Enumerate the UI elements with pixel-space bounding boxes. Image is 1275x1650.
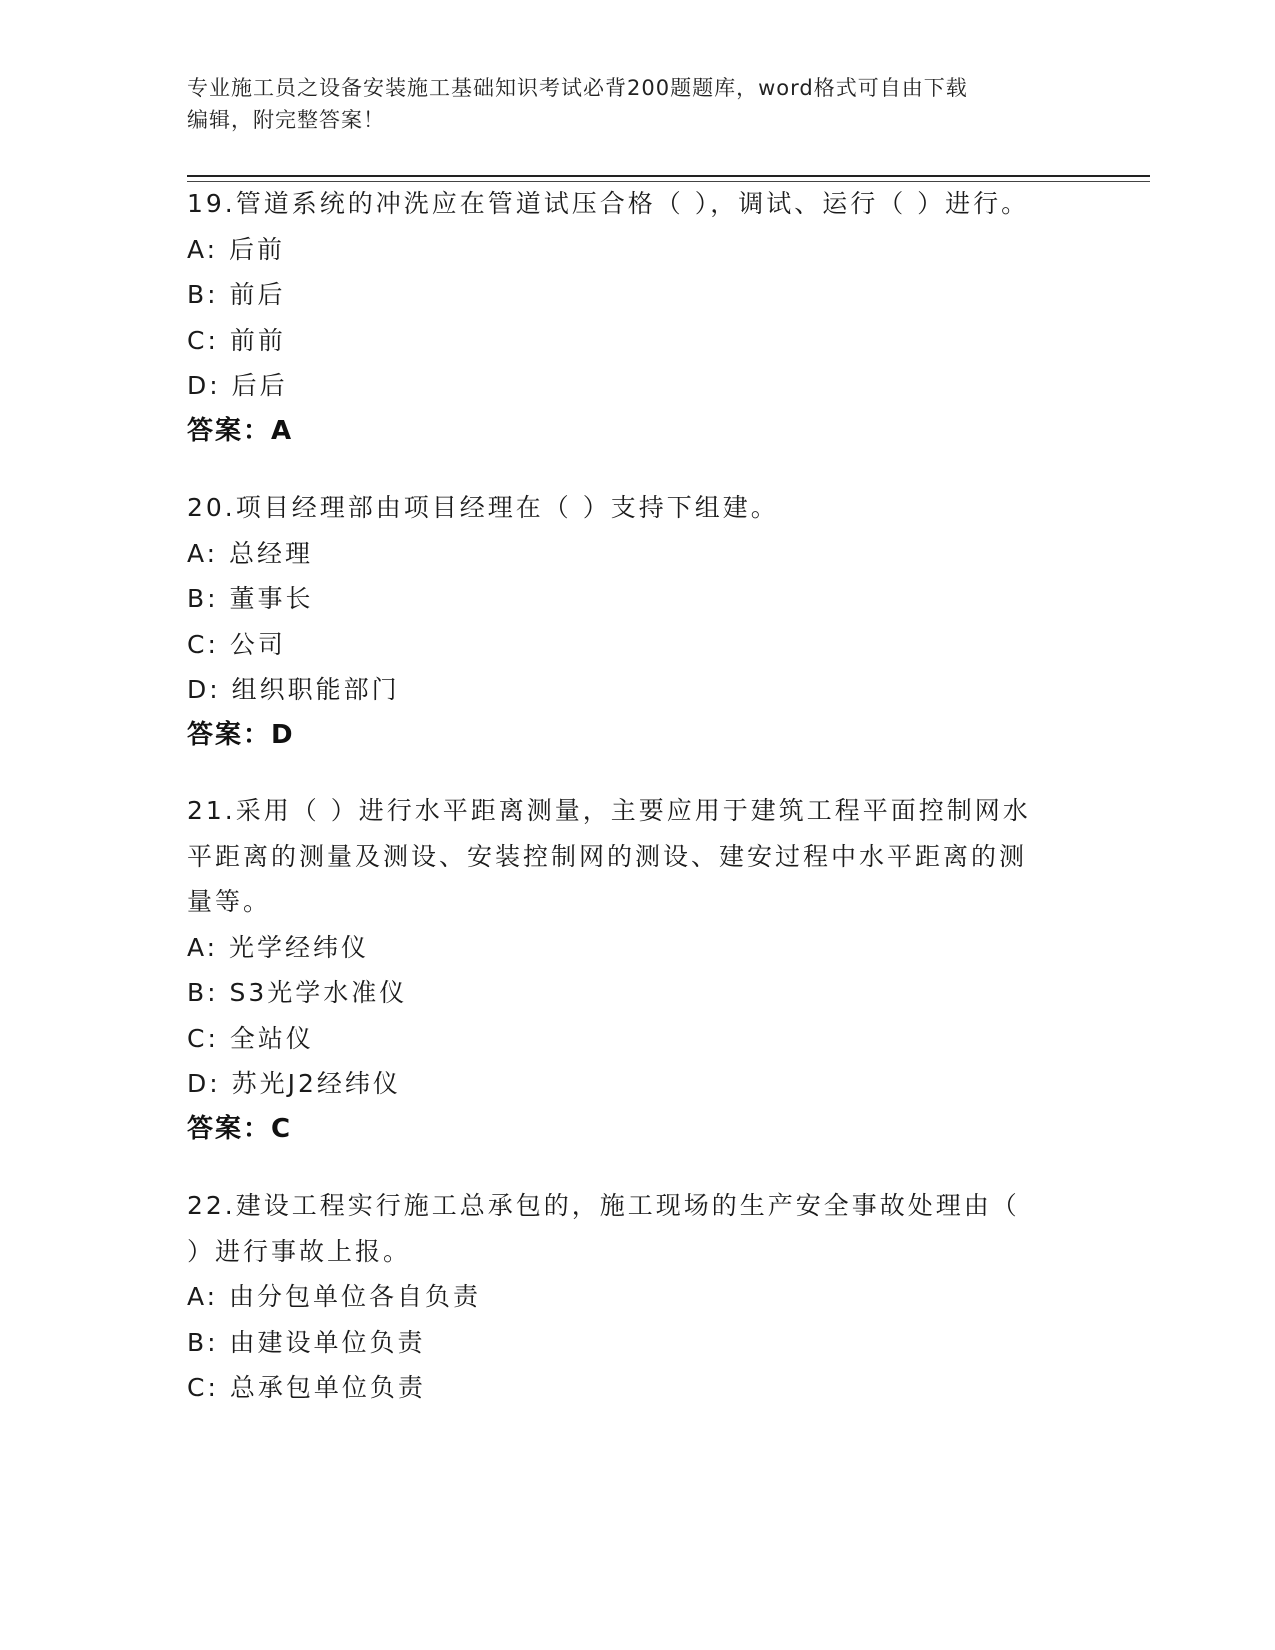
option-b: B: 前后	[187, 280, 286, 309]
option-c: C: 总承包单位负责	[187, 1373, 426, 1402]
answer-label: 答案：	[187, 415, 272, 446]
option-a: A: 由分包单位各自负责	[187, 1282, 482, 1311]
question-stem: 平距离的测量及测设、安装控制网的测设、建安过程中水平距离的测	[187, 841, 1028, 871]
option-a: A: 光学经纬仪	[187, 932, 370, 962]
answer-value: C	[271, 1113, 293, 1144]
header-line-1: 专业施工员之设备安装施工基础知识考试必背200题题库，word格式可自由下载	[187, 76, 968, 100]
answer-line	[187, 1107, 1087, 1153]
option-a: A: 后前	[187, 234, 286, 264]
header-line-2: 编辑，附完整答案！	[187, 108, 385, 132]
question-22	[187, 1183, 1087, 1411]
answer-line	[187, 713, 1087, 759]
option-a: A: 总经理	[187, 538, 314, 568]
question-20	[187, 485, 1087, 758]
header-divider-thick	[187, 175, 1150, 177]
option-d: D: 苏光J2经纬仪	[187, 1069, 401, 1098]
question-stem: 21.采用（ ）进行水平距离测量，主要应用于建筑工程平面控制网水	[187, 796, 1031, 825]
option-b: B: 由建设单位负责	[187, 1327, 426, 1357]
option-d: D: 组织职能部门	[187, 675, 400, 704]
option-b: B: 董事长	[187, 584, 314, 613]
document-header	[187, 72, 1087, 136]
option-c: C: 全站仪	[187, 1023, 314, 1053]
answer-label: 答案：	[187, 719, 272, 750]
question-stem: 22.建设工程实行施工总承包的，施工现场的生产安全事故处理由（	[187, 1191, 1020, 1220]
option-c: C: 前前	[187, 325, 286, 355]
option-b: B: S3光学水准仪	[187, 978, 408, 1007]
answer-line	[187, 409, 1087, 455]
question-stem: 19.管道系统的冲洗应在管道试压合格（ ），调试、运行（ ）进行。	[187, 189, 1030, 218]
answer-value: A	[271, 415, 294, 446]
option-d: D: 后后	[187, 371, 288, 400]
answer-label: 答案：	[187, 1113, 272, 1144]
question-stem: 20.项目经理部由项目经理在（ ）支持下组建。	[187, 493, 779, 522]
question-21	[187, 788, 1087, 1152]
question-stem: ）进行事故上报。	[187, 1236, 412, 1266]
question-stem: 量等。	[187, 887, 272, 916]
option-c: C: 公司	[187, 629, 286, 659]
question-19	[187, 181, 1087, 454]
answer-value: D	[271, 719, 295, 750]
